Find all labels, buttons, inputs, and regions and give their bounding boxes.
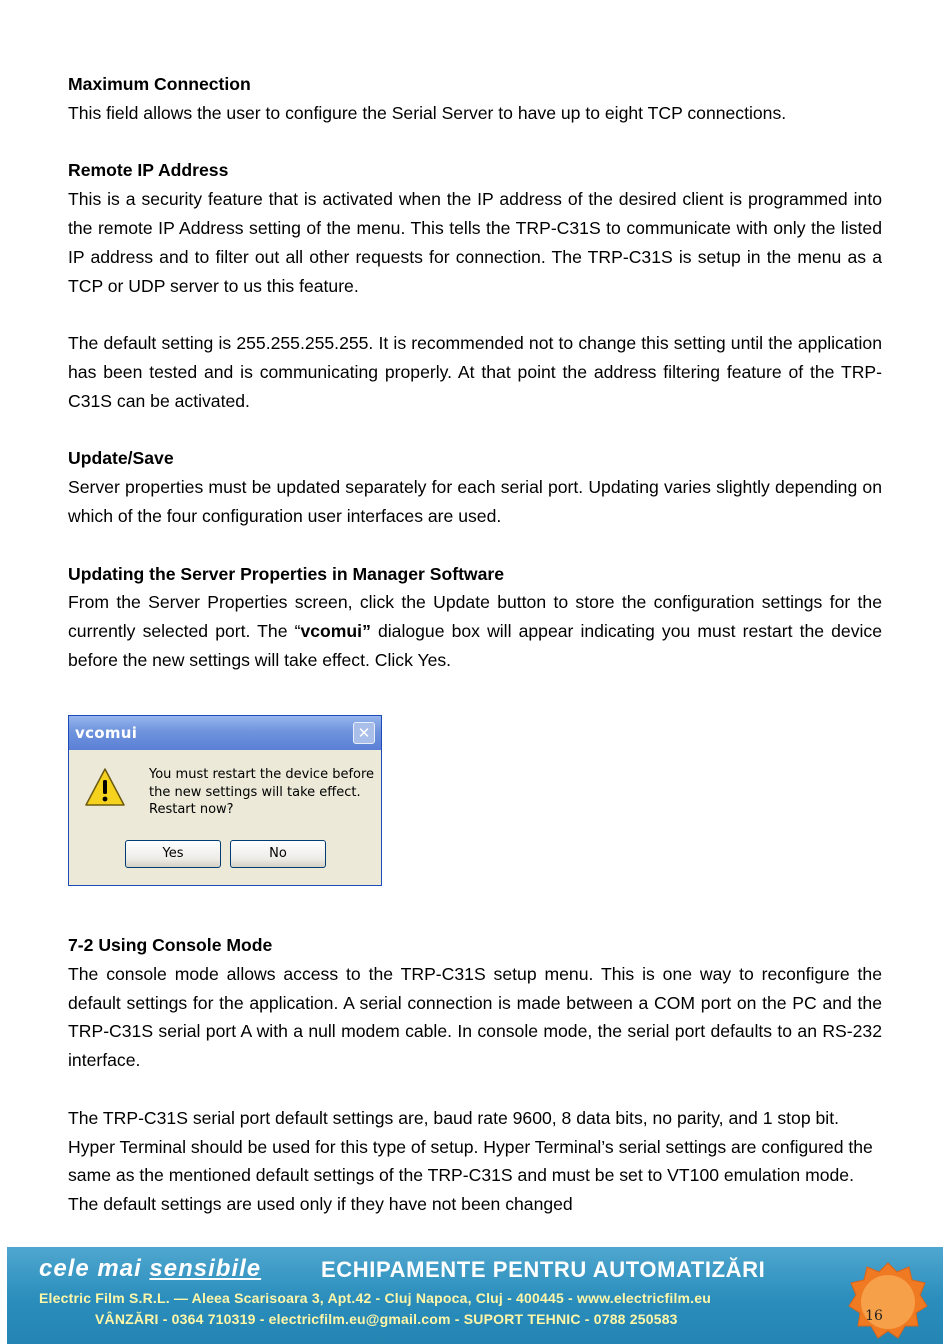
page-badge-icon [847,1261,929,1343]
footer-slogan [39,1255,261,1283]
footer-headline: ECHIPAMENTE PENTRU AUTOMATIZĂRI [321,1257,766,1282]
footer-banner [7,1247,943,1344]
section-paragraph: This is a security feature that is activated when the IP address of the desired client is programmed into the remote IP Address setting of the menu. This tells the TRP-C31S to communicate with only the listed IP address and to filter out all other requests for connection. The TRP-C31S is setup in the menu as a TCP or UDP server to us this feature. [68,189,882,296]
no-button[interactable]: No [230,840,326,868]
dialog-title-bar [69,716,381,750]
paragraph-text-after: dialogue box will appear indicating you must restart the device before the new settings will take effect. Click Yes. [68,621,882,670]
slogan-part1: cele mai [39,1255,150,1282]
section-heading: Updating the Server Properties in Manager Software [68,563,505,584]
slogan-part2: sensibile [149,1255,262,1282]
dialog-title: vcomui [75,724,138,742]
section-heading: 7-2 Using Console Mode [68,935,273,955]
section-paragraph: Server properties must be updated separately for each serial port. Updating varies slightly depending on which of the four configuration user interfaces are used. [68,477,882,526]
section-paragraph: The default setting is 255.255.255.255. It is recommended not to change this setting until the application has been tested and is communicating properly. At that point the address filtering feature of the TRP-C31S can be activated. [68,333,882,411]
document-body [68,70,882,704]
footer-address: Electric Film S.R.L. — Aleea Scarisoara 3, Apt.42 - Cluj Napoca, Cluj - 400445 - www.electricfilm.eu [39,1290,712,1306]
section-paragraph: The console mode allows access to the TRP-C31S setup menu. This is one way to reconfigure the default settings for the application. A serial connection is made between a COM port on the PC and the TRP-C31S serial port A with a null modem cable. In console mode, the serial port defaults to an RS-232 interface. [68,963,882,1071]
section-remote-ip-address [68,156,882,300]
section-update-save [68,444,882,530]
section-paragraph: The TRP-C31S serial port default settings are, baud rate 9600, 8 data bits, no parity, and 1 stop bit. Hyper Terminal should be used for this type of setup. Hyper Terminal’s serial settings are configured the same as the mentioned default settings of the TRP-C31S and must be set to VT100 emulation mode. The default settings are used only if they have not been changed [68,1107,873,1215]
section-paragraph [68,588,882,674]
section-heading: Remote IP Address [68,160,229,181]
section-paragraph: This field allows the user to configure the Serial Server to have up to eight TCP connections. [68,102,787,123]
close-icon[interactable]: ✕ [353,722,375,744]
section-default-setting [68,329,882,415]
section-serial-default-settings [68,1104,882,1219]
vcomui-dialog [68,715,382,886]
section-console-mode [68,931,882,1075]
yes-button[interactable]: Yes [125,840,221,868]
document-body-continued [68,931,882,1248]
warning-icon [83,766,127,810]
section-heading: Maximum Connection [68,74,251,94]
section-updating-manager-software [68,560,882,675]
footer-contact: VÂNZĂRI - 0364 710319 - electricfilm.eu@gmail.com - SUPORT TEHNIC - 0788 250583 [95,1311,678,1327]
section-maximum-connection [68,70,882,128]
dialog-message: You must restart the device before the new settings will take effect. Restart now? [149,767,375,817]
paragraph-text-before: From the Server Properties screen, click the Update button to store the configuration settings for the currently selected port. The “ [68,592,882,642]
page-number: 16 [865,1308,883,1324]
vcomui-bold-text: vcomui” [300,621,371,642]
section-heading: Update/Save [68,448,174,469]
